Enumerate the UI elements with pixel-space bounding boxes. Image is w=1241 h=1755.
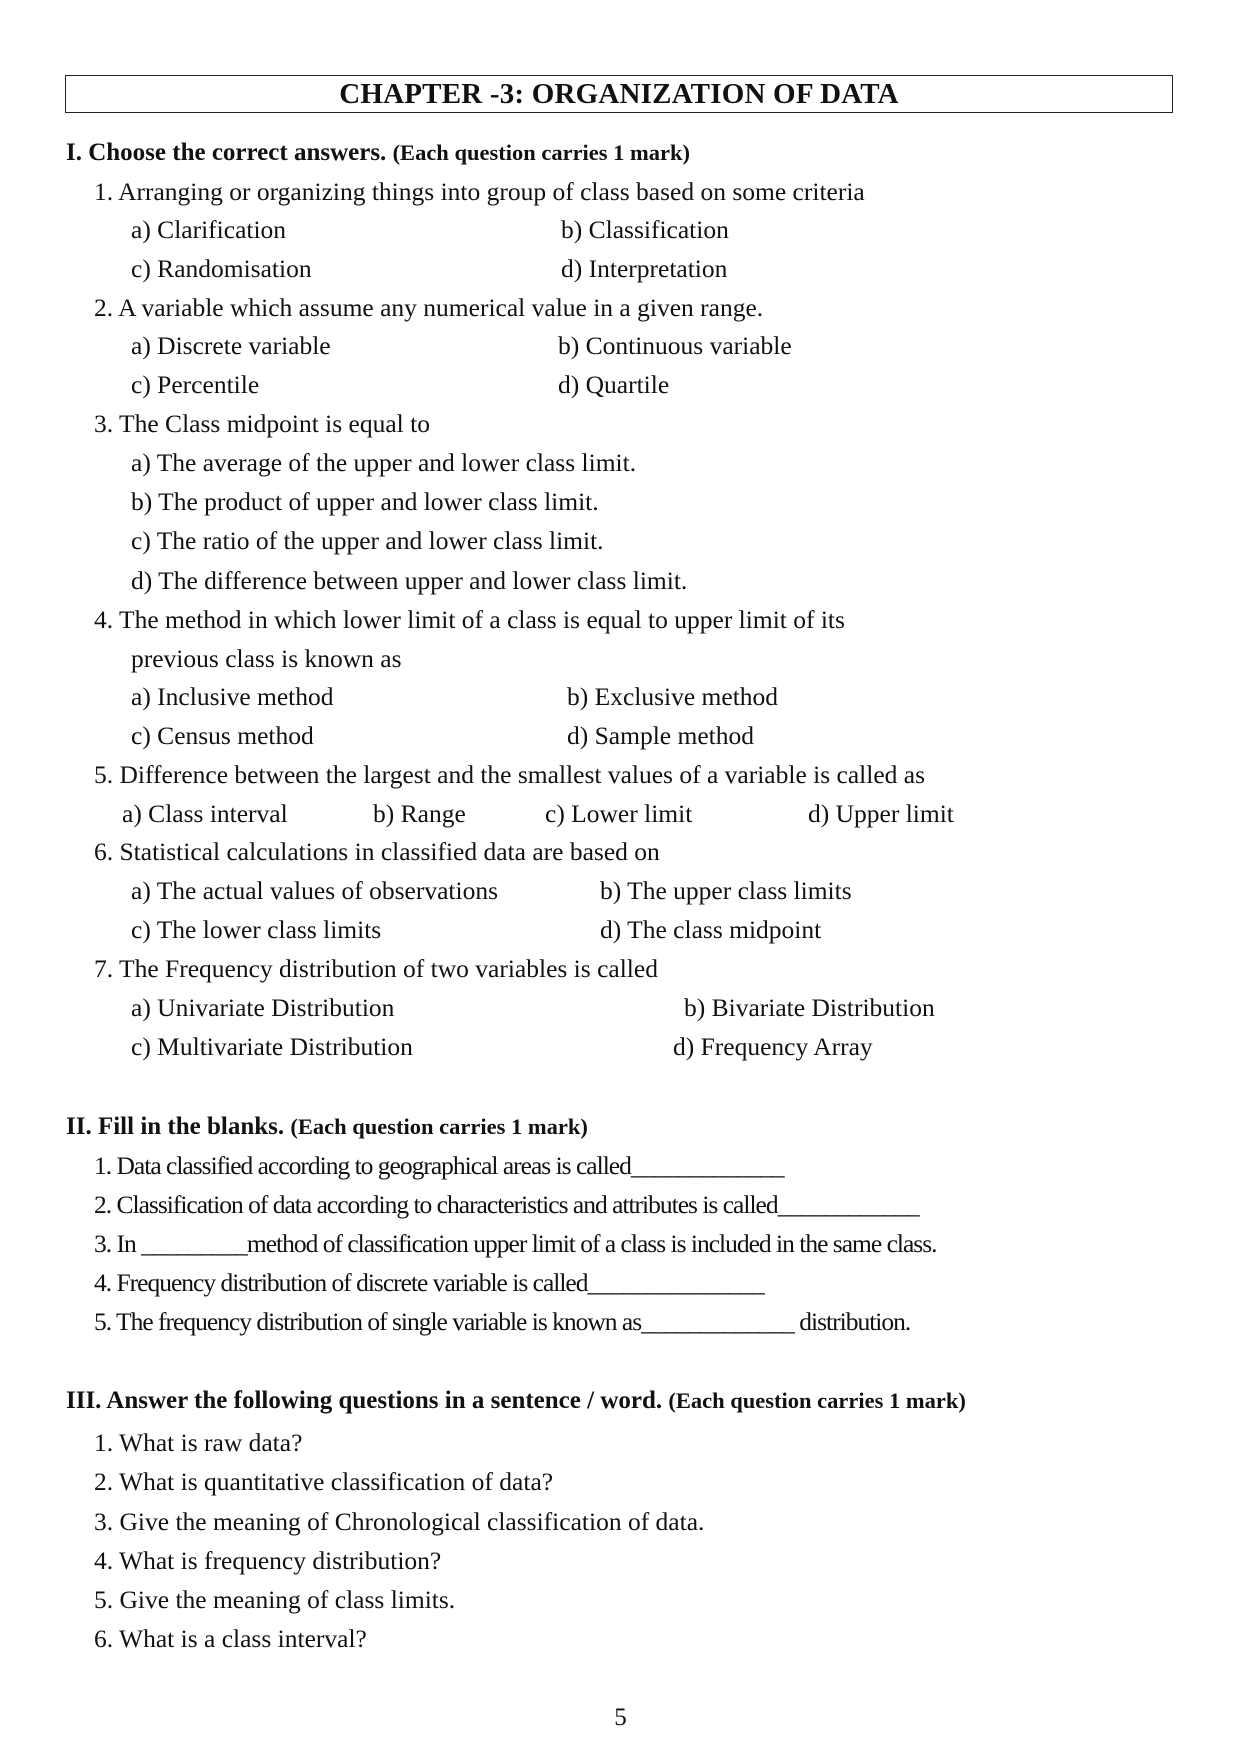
q1-option-b: b) Classification bbox=[561, 215, 729, 244]
q5-stem: 5. Difference between the largest and the smallest values of a variable is called as bbox=[94, 760, 926, 789]
q3-option-d: d) The difference between upper and lower class limit. bbox=[131, 566, 688, 595]
q5-option-a: a) Class interval bbox=[122, 799, 288, 828]
section-1-note: (Each question carries 1 mark) bbox=[392, 140, 691, 165]
q6-stem: 6. Statistical calculations in classified data are based on bbox=[94, 837, 660, 866]
q7-option-c: c) Multivariate Distribution bbox=[131, 1032, 413, 1061]
fill-blank-5: 5. The frequency distribution of single variable is known as_____________ distribution. bbox=[94, 1307, 911, 1336]
q1-option-d: d) Interpretation bbox=[561, 254, 728, 283]
q4-stem-line-1: 4. The method in which lower limit of a class is equal to upper limit of its bbox=[94, 605, 845, 634]
q6-option-d: d) The class midpoint bbox=[600, 915, 822, 944]
short-question-2: 2. What is quantitative classification of data? bbox=[94, 1467, 554, 1496]
q4-option-b: b) Exclusive method bbox=[567, 682, 779, 711]
q7-option-b: b) Bivariate Distribution bbox=[684, 993, 935, 1022]
q4-option-c: c) Census method bbox=[131, 721, 314, 750]
q2-option-d: d) Quartile bbox=[558, 370, 670, 399]
q2-stem: 2. A variable which assume any numerical value in a given range. bbox=[94, 293, 764, 322]
q5-option-b: b) Range bbox=[373, 799, 466, 828]
q2-option-b: b) Continuous variable bbox=[558, 331, 792, 360]
short-question-4: 4. What is frequency distribution? bbox=[94, 1546, 442, 1575]
q7-option-d: d) Frequency Array bbox=[673, 1032, 873, 1061]
q3-option-b: b) The product of upper and lower class limit. bbox=[131, 487, 599, 516]
q2-option-a: a) Discrete variable bbox=[131, 331, 331, 360]
q3-stem: 3. The Class midpoint is equal to bbox=[94, 409, 430, 438]
chapter-title-box bbox=[65, 75, 1173, 113]
fill-blank-3: 3. In _________method of classification upper limit of a class is included in the same class. bbox=[94, 1229, 937, 1258]
q1-option-c: c) Randomisation bbox=[131, 254, 312, 283]
fill-blank-2: 2. Classification of data according to characteristics and attributes is called____________ bbox=[94, 1190, 919, 1219]
section-2-heading bbox=[66, 1112, 588, 1142]
section-1-title: I. Choose the correct answers. bbox=[66, 139, 387, 166]
section-2-note: (Each question carries 1 mark) bbox=[290, 1114, 588, 1139]
q6-option-c: c) The lower class limits bbox=[131, 915, 382, 944]
q3-option-a: a) The average of the upper and lower class limit. bbox=[131, 448, 637, 477]
q1-stem: 1. Arranging or organizing things into group of class based on some criteria bbox=[94, 177, 865, 206]
q5-option-d: d) Upper limit bbox=[808, 799, 954, 828]
q4-stem-line-2: previous class is known as bbox=[131, 644, 402, 673]
fill-blank-4: 4. Frequency distribution of discrete variable is called_______________ bbox=[94, 1268, 764, 1297]
chapter-title: CHAPTER -3: ORGANIZATION OF DATA bbox=[339, 78, 899, 110]
q6-option-a: a) The actual values of observations bbox=[131, 876, 499, 905]
section-2-title: II. Fill in the blanks. bbox=[66, 1113, 285, 1140]
fill-blank-1: 1. Data classified according to geographical areas is called_____________ bbox=[94, 1151, 784, 1180]
q4-option-d: d) Sample method bbox=[567, 721, 754, 750]
q2-option-c: c) Percentile bbox=[131, 370, 260, 399]
section-3-note: (Each question carries 1 mark) bbox=[668, 1388, 966, 1413]
short-question-5: 5. Give the meaning of class limits. bbox=[94, 1585, 456, 1614]
short-question-6: 6. What is a class interval? bbox=[94, 1624, 367, 1653]
q5-option-c: c) Lower limit bbox=[545, 799, 693, 828]
q1-option-a: a) Clarification bbox=[131, 215, 287, 244]
q6-option-b: b) The upper class limits bbox=[600, 876, 852, 905]
section-3-heading bbox=[66, 1386, 966, 1416]
q4-option-a: a) Inclusive method bbox=[131, 682, 334, 711]
page-number: 5 bbox=[614, 1704, 627, 1731]
short-question-3: 3. Give the meaning of Chronological classification of data. bbox=[94, 1507, 705, 1536]
q7-option-a: a) Univariate Distribution bbox=[131, 993, 395, 1022]
section-1-heading bbox=[66, 138, 690, 168]
q7-stem: 7. The Frequency distribution of two variables is called bbox=[94, 954, 658, 983]
q3-option-c: c) The ratio of the upper and lower class limit. bbox=[131, 526, 604, 555]
section-3-title: III. Answer the following questions in a sentence / word. bbox=[66, 1387, 663, 1414]
short-question-1: 1. What is raw data? bbox=[94, 1428, 303, 1457]
